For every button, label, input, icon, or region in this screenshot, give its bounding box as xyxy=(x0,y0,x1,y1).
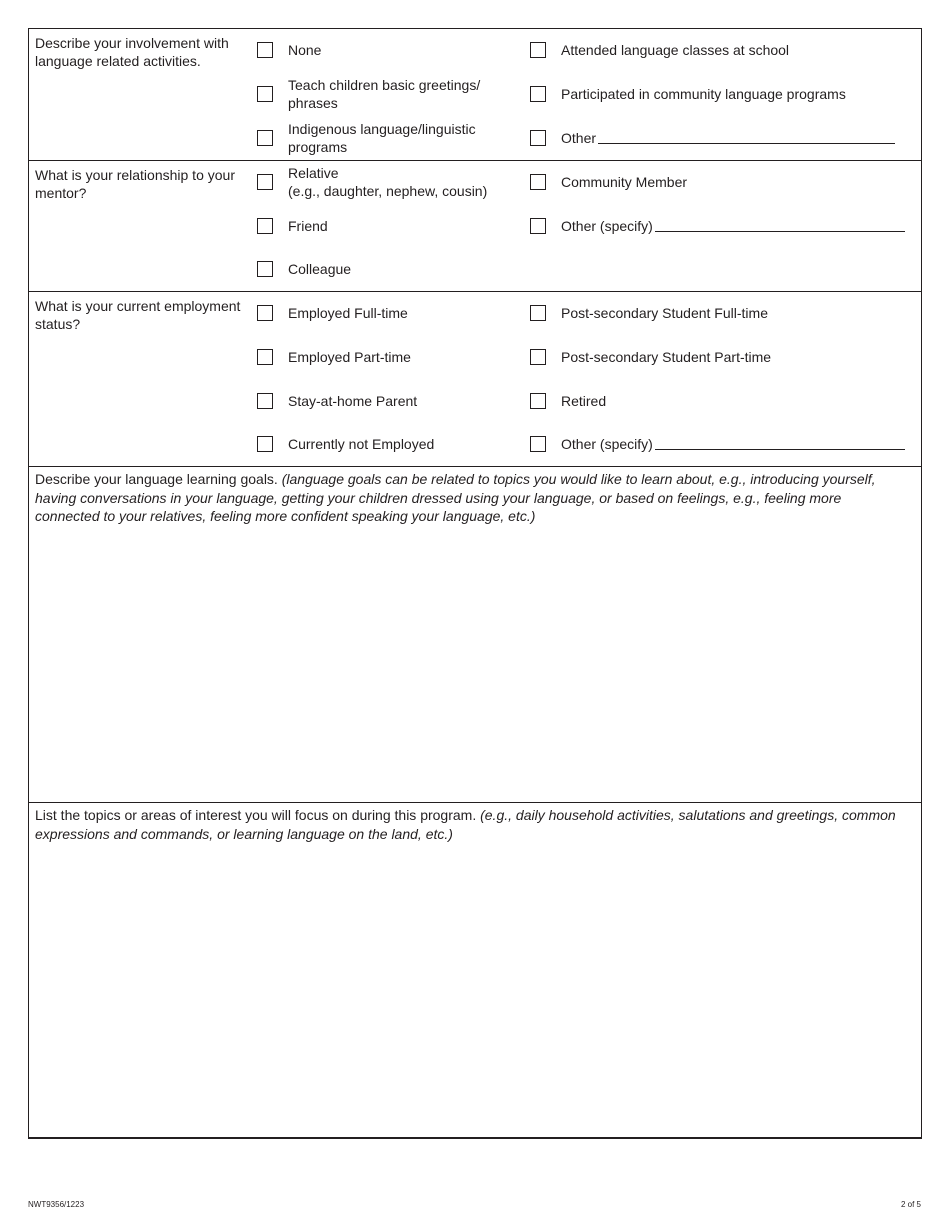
relationship-question: What is your relationship to your mentor? xyxy=(35,167,235,201)
option-community-member xyxy=(530,173,687,191)
relative-checkbox[interactable] xyxy=(257,174,273,190)
option-employment-other xyxy=(530,435,905,453)
option-colleague xyxy=(257,260,351,278)
attended-classes-checkbox[interactable] xyxy=(530,42,546,58)
relationship-section xyxy=(29,161,921,292)
indigenous-programs-checkbox[interactable] xyxy=(257,130,273,146)
relationship-other-label: Other (specify) xyxy=(561,218,653,234)
topics-instructions xyxy=(35,806,905,843)
none-checkbox[interactable] xyxy=(257,42,273,58)
topics-hint: (e.g., daily household activities, salutations and greetings, common expressions and commands, or learning language on the land, etc.) xyxy=(35,807,896,842)
retired-checkbox[interactable] xyxy=(530,393,546,409)
friend-label: Friend xyxy=(288,218,328,234)
employed-full-label: Employed Full-time xyxy=(288,305,408,321)
option-stay-at-home xyxy=(257,392,417,410)
community-member-checkbox[interactable] xyxy=(530,174,546,190)
employed-part-label: Employed Part-time xyxy=(288,349,411,365)
option-friend xyxy=(257,217,328,235)
option-employed-part xyxy=(257,348,411,366)
teach-children-checkbox[interactable] xyxy=(257,86,273,102)
relative-label-line1: Relative xyxy=(288,165,339,181)
attended-classes-label: Attended language classes at school xyxy=(561,42,790,58)
ps-part-checkbox[interactable] xyxy=(530,349,546,365)
employment-other-field[interactable] xyxy=(655,435,905,450)
friend-checkbox[interactable] xyxy=(257,218,273,234)
option-relative xyxy=(257,164,487,200)
community-member-label: Community Member xyxy=(561,174,688,190)
option-involvement-other xyxy=(530,129,895,147)
option-not-employed xyxy=(257,435,434,453)
involvement-section xyxy=(29,29,921,161)
involvement-other-checkbox[interactable] xyxy=(530,130,546,146)
page-number: 2 of 5 xyxy=(900,1200,921,1209)
involvement-other-label: Other xyxy=(561,130,597,146)
indigenous-programs-label-line2: programs xyxy=(288,139,348,155)
none-label: None xyxy=(288,42,322,58)
option-none xyxy=(257,41,321,59)
employment-section xyxy=(29,292,921,467)
option-teach-children xyxy=(257,76,480,112)
involvement-other-field[interactable] xyxy=(598,129,895,144)
goals-prompt: Describe your language learning goals. xyxy=(35,471,278,487)
indigenous-programs-label xyxy=(288,120,476,156)
indigenous-programs-label-line1: Indigenous language/linguistic xyxy=(288,121,476,137)
not-employed-label: Currently not Employed xyxy=(288,436,435,452)
stay-at-home-label: Stay-at-home Parent xyxy=(288,393,418,409)
application-form xyxy=(28,28,922,1139)
ps-part-label: Post-secondary Student Part-time xyxy=(561,349,772,365)
teach-children-label-line1: Teach children basic greetings/ xyxy=(288,77,481,93)
topics-section[interactable] xyxy=(29,803,921,1137)
employment-other-label: Other (specify) xyxy=(561,436,653,452)
employment-question: What is your current employment status? xyxy=(35,298,241,332)
option-indigenous-programs xyxy=(257,120,476,156)
ps-full-checkbox[interactable] xyxy=(530,305,546,321)
employment-other-checkbox[interactable] xyxy=(530,436,546,452)
ps-full-label: Post-secondary Student Full-time xyxy=(561,305,768,321)
employed-full-checkbox[interactable] xyxy=(257,305,273,321)
goals-hint: (language goals can be related to topics you would like to learn about, e.g., introducing yourself, having conversations in your language, getting your children dressed using your language, or based on feelings, e.g., feeling more connected to your relatives, feeling more confident speaking your language, etc.) xyxy=(35,471,876,524)
retired-label: Retired xyxy=(561,393,607,409)
topics-prompt: List the topics or areas of interest you will focus on during this program. xyxy=(35,807,477,823)
colleague-checkbox[interactable] xyxy=(257,261,273,277)
goals-section[interactable] xyxy=(29,467,921,803)
option-retired xyxy=(530,392,606,410)
form-id: NWT9356/1223 xyxy=(28,1200,85,1209)
option-ps-full xyxy=(530,304,768,322)
stay-at-home-checkbox[interactable] xyxy=(257,393,273,409)
relative-label-line2: (e.g., daughter, nephew, cousin) xyxy=(288,183,488,199)
teach-children-label-line2: phrases xyxy=(288,95,338,111)
relationship-other-field[interactable] xyxy=(655,217,905,232)
goals-instructions xyxy=(35,470,905,526)
relationship-other-checkbox[interactable] xyxy=(530,218,546,234)
community-programs-label: Participated in community language programs xyxy=(561,86,846,102)
involvement-question: Describe your involvement with language related activities. xyxy=(35,35,229,69)
colleague-label: Colleague xyxy=(288,261,352,277)
option-community-programs xyxy=(530,85,846,103)
option-attended-classes xyxy=(530,41,789,59)
option-employed-full xyxy=(257,304,408,322)
teach-children-label xyxy=(288,76,480,112)
option-ps-part xyxy=(530,348,771,366)
relative-label xyxy=(288,164,487,200)
not-employed-checkbox[interactable] xyxy=(257,436,273,452)
community-programs-checkbox[interactable] xyxy=(530,86,546,102)
option-relationship-other xyxy=(530,217,905,235)
employed-part-checkbox[interactable] xyxy=(257,349,273,365)
